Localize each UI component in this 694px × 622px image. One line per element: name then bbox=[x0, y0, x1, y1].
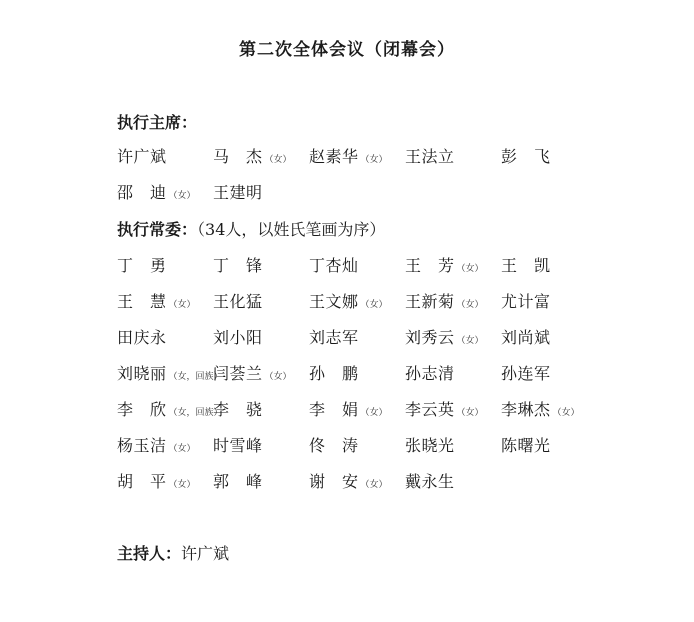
member-note: （女） bbox=[360, 154, 388, 165]
presidium-label: 执行主席： bbox=[117, 113, 198, 132]
member-entry bbox=[213, 144, 309, 167]
member-name: 王 慧 bbox=[117, 291, 167, 311]
member-entry bbox=[213, 253, 309, 276]
presidium-heading bbox=[117, 110, 197, 133]
member-entry bbox=[501, 397, 597, 420]
member-entry bbox=[117, 144, 213, 167]
member-name: 戴永生 bbox=[405, 471, 455, 491]
page-title: 第二次全体会议（闭幕会） bbox=[239, 40, 455, 60]
host-label: 主持人： bbox=[117, 544, 182, 563]
member-name: 王法立 bbox=[405, 146, 455, 166]
member-entry bbox=[117, 253, 213, 276]
name-row bbox=[117, 354, 637, 390]
member-entry bbox=[405, 325, 501, 348]
name-row bbox=[117, 426, 637, 462]
member-note: （女） bbox=[168, 299, 196, 310]
member-name: 谢 安 bbox=[309, 471, 359, 491]
member-note: （女） bbox=[168, 479, 196, 490]
member-name: 张晓光 bbox=[405, 435, 455, 455]
member-entry bbox=[117, 325, 213, 348]
member-entry bbox=[117, 397, 223, 420]
member-entry bbox=[213, 325, 309, 348]
member-entry bbox=[501, 361, 597, 384]
member-name: 赵素华 bbox=[309, 146, 359, 166]
member-name: 李 娟 bbox=[309, 399, 359, 419]
name-row bbox=[117, 246, 637, 282]
member-name: 田庆永 bbox=[117, 327, 167, 347]
member-entry bbox=[501, 144, 597, 167]
member-name: 李 欣 bbox=[117, 399, 167, 419]
member-note: （女） bbox=[264, 371, 292, 382]
member-name: 刘秀云 bbox=[405, 327, 455, 347]
member-name: 刘尚斌 bbox=[501, 327, 551, 347]
member-name: 杨玉洁 bbox=[117, 435, 167, 455]
member-name: 丁 勇 bbox=[117, 255, 167, 275]
member-entry bbox=[405, 253, 501, 276]
member-entry bbox=[405, 469, 501, 492]
standing-label: 执行常委： bbox=[117, 220, 198, 239]
member-name: 李云英 bbox=[405, 399, 455, 419]
member-name: 王文娜 bbox=[309, 291, 359, 311]
member-name: 闫荟兰 bbox=[213, 363, 263, 383]
member-name: 王化猛 bbox=[213, 291, 263, 311]
member-name: 刘小阳 bbox=[213, 327, 263, 347]
member-entry bbox=[501, 253, 597, 276]
member-entry bbox=[309, 253, 405, 276]
host-name: 许广斌 bbox=[181, 544, 230, 563]
presidium-list bbox=[117, 137, 637, 209]
member-name: 丁 锋 bbox=[213, 255, 263, 275]
member-entry bbox=[309, 325, 405, 348]
name-row bbox=[117, 462, 637, 498]
member-name: 马 杰 bbox=[213, 146, 263, 166]
member-entry bbox=[309, 433, 405, 456]
member-entry bbox=[405, 289, 501, 312]
member-name: 孙连军 bbox=[501, 363, 551, 383]
member-name: 郭 峰 bbox=[213, 471, 263, 491]
host-line bbox=[117, 541, 229, 564]
member-entry bbox=[213, 433, 309, 456]
name-row bbox=[117, 173, 637, 209]
member-entry bbox=[117, 180, 213, 203]
member-name: 王新菊 bbox=[405, 291, 455, 311]
member-name: 王 芳 bbox=[405, 255, 455, 275]
member-note: （女） bbox=[552, 407, 580, 418]
standing-note: （34人，以姓氏笔画为序） bbox=[197, 220, 386, 239]
member-note: （女，回族） bbox=[168, 371, 223, 382]
member-entry bbox=[405, 433, 501, 456]
standing-heading bbox=[117, 217, 385, 240]
name-row bbox=[117, 137, 637, 173]
member-note: （女） bbox=[456, 263, 484, 274]
member-entry bbox=[405, 361, 501, 384]
standing-list bbox=[117, 246, 637, 498]
member-name: 邵 迪 bbox=[117, 182, 167, 202]
member-entry bbox=[309, 397, 405, 420]
member-name: 刘志军 bbox=[309, 327, 359, 347]
member-name: 孙 鹏 bbox=[309, 363, 359, 383]
member-note: （女） bbox=[360, 299, 388, 310]
member-name: 陈曙光 bbox=[501, 435, 551, 455]
name-row bbox=[117, 318, 637, 354]
member-entry bbox=[213, 180, 309, 203]
member-entry bbox=[213, 289, 309, 312]
member-entry bbox=[117, 289, 213, 312]
member-entry bbox=[405, 397, 501, 420]
member-entry bbox=[117, 469, 213, 492]
member-name: 时雪峰 bbox=[213, 435, 263, 455]
member-entry bbox=[213, 397, 309, 420]
name-row bbox=[117, 390, 637, 426]
member-entry bbox=[117, 433, 213, 456]
member-name: 彭 飞 bbox=[501, 146, 551, 166]
member-entry bbox=[309, 144, 405, 167]
member-entry bbox=[405, 144, 501, 167]
member-note: （女） bbox=[456, 407, 484, 418]
member-name: 尤计富 bbox=[501, 291, 551, 311]
member-note: （女） bbox=[456, 299, 484, 310]
member-note: （女） bbox=[360, 407, 388, 418]
member-entry bbox=[501, 433, 597, 456]
member-name: 孙志清 bbox=[405, 363, 455, 383]
member-note: （女） bbox=[360, 479, 388, 490]
member-name: 王 凯 bbox=[501, 255, 551, 275]
member-name: 佟 涛 bbox=[309, 435, 359, 455]
member-name: 丁杏灿 bbox=[309, 255, 359, 275]
member-note: （女，回族） bbox=[168, 407, 223, 418]
member-name: 李 骁 bbox=[213, 399, 263, 419]
member-name: 李琳杰 bbox=[501, 399, 551, 419]
member-entry bbox=[117, 361, 223, 384]
member-entry bbox=[501, 289, 597, 312]
member-note: （女） bbox=[168, 190, 196, 201]
member-name: 许广斌 bbox=[117, 146, 167, 166]
member-name: 刘晓丽 bbox=[117, 363, 167, 383]
member-entry bbox=[309, 289, 405, 312]
member-name: 胡 平 bbox=[117, 471, 167, 491]
member-note: （女） bbox=[264, 154, 292, 165]
member-name: 王建明 bbox=[213, 182, 263, 202]
member-note: （女） bbox=[456, 335, 484, 346]
member-entry bbox=[213, 469, 309, 492]
member-entry bbox=[309, 469, 405, 492]
member-note: （女） bbox=[168, 443, 196, 454]
member-entry bbox=[309, 361, 405, 384]
member-entry bbox=[213, 361, 309, 384]
name-row bbox=[117, 282, 637, 318]
member-entry bbox=[501, 325, 597, 348]
